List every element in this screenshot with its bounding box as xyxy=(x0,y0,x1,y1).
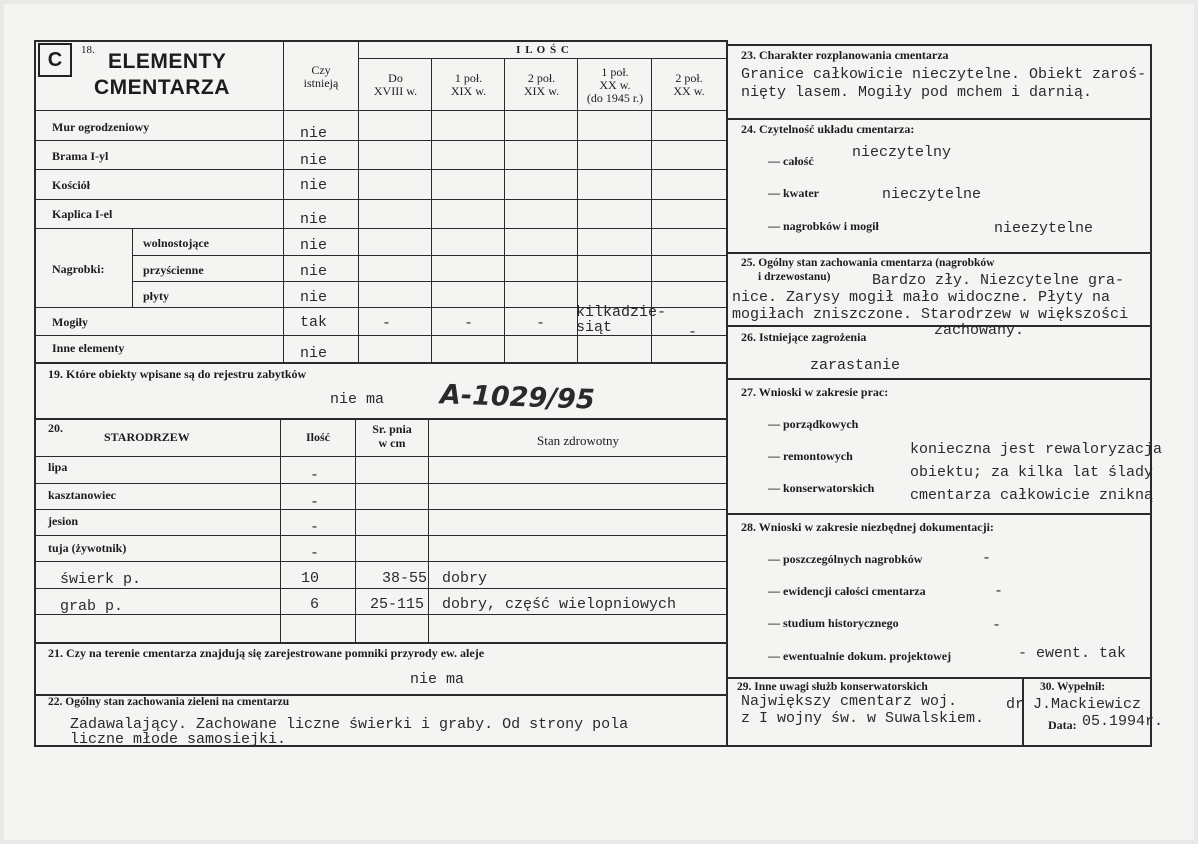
period-label: (do 1945 r.) xyxy=(586,91,644,105)
s25-text-line4: zachowany. xyxy=(934,322,1025,339)
value-mur: nie xyxy=(300,125,328,142)
s27-item-porzadkowych: — porządkowych xyxy=(768,417,859,431)
s25-top-line xyxy=(726,252,1152,254)
row-line xyxy=(34,335,726,336)
s28-value-nagrobkow: - xyxy=(982,550,992,567)
mogily-period-4-line2: siąt xyxy=(576,319,613,336)
tree-diameter: 38-55 xyxy=(382,570,428,587)
nagrobki-divider xyxy=(132,228,133,307)
period-header xyxy=(506,72,577,98)
tree-health: dobry, część wielopniowych xyxy=(442,596,677,613)
s28-item-nagrobkow: — poszczególnych nagrobków xyxy=(768,552,923,566)
row-label-mur: Mur ogrodzeniowy xyxy=(52,120,150,134)
s20-col-stan: Stan zdrowotny xyxy=(537,433,619,448)
czy-line1: Czy xyxy=(311,63,331,77)
s27-text-line3: cmentarza całkowicie znikną xyxy=(910,487,1154,504)
row-label-nagrobki: Nagrobki: xyxy=(52,262,105,276)
header-number: 18. xyxy=(81,44,95,56)
mogily-period-4-line1: kilkadzie- xyxy=(576,304,667,321)
s30-date-value: 05.1994r. xyxy=(1082,713,1164,730)
ilosc-line xyxy=(358,58,726,59)
s21-top-line xyxy=(34,642,726,644)
period-label: XIX w. xyxy=(523,84,560,98)
col-header-ilosc: I L O Ś C xyxy=(516,44,570,56)
s23-line1: Granice całkowicie nieczytelne. Obiekt zaroś- xyxy=(741,66,1147,83)
period-label: Do xyxy=(388,71,403,85)
tree-health: dobry xyxy=(442,570,488,587)
period-label: XX w. xyxy=(599,78,631,92)
period-label: 2 poł. xyxy=(527,71,556,85)
mogily-period-3: - xyxy=(536,315,546,332)
s24-nagrobki-value: nieezytelne xyxy=(994,220,1094,237)
mogily-period-4 xyxy=(576,305,666,335)
row-line xyxy=(132,281,726,282)
s22-line2: liczne młode samosiejki. xyxy=(70,731,287,748)
s21-label: 21. Czy na terenie cmentarza znajdują się zarejestrowane pomniki przyrody ew. aleje xyxy=(48,646,485,660)
s20-col-line xyxy=(428,418,429,642)
s20-col-ilosc: Ilość xyxy=(306,430,330,444)
col-line-2 xyxy=(431,58,432,362)
frame-top-right xyxy=(726,44,1152,46)
s21-value: nie ma xyxy=(410,671,465,688)
row-label-kosciol: Kościół xyxy=(52,178,90,192)
header-title-line2: CMENTARZA xyxy=(94,76,230,99)
s25-label-line1: 25. Ogólny stan zachowania cmentarza (nagrobków xyxy=(741,257,995,269)
value-wolnostojace: nie xyxy=(300,237,328,254)
s23-line2: nięty lasem. Mogiły pod mchem i darnią. xyxy=(741,84,1093,101)
tree-qty: 10 xyxy=(301,570,320,587)
col-line-czy xyxy=(283,40,284,362)
s28-item-ewidencji: — ewidencji całości cmentarza xyxy=(768,584,926,598)
period-label: XX w. xyxy=(673,84,705,98)
s19-value: nie ma xyxy=(330,391,385,408)
s28-value-ewidencji: - xyxy=(994,583,1004,600)
mogily-period-2: - xyxy=(464,315,474,332)
period-header xyxy=(653,72,725,98)
s28-value-studium: - xyxy=(992,617,1002,634)
s27-label: 27. Wnioski w zakresie prac: xyxy=(741,385,889,399)
s25-label-line2: i drzewostanu) xyxy=(758,271,831,283)
mogily-period-1: - xyxy=(382,315,392,332)
row-line xyxy=(34,199,726,200)
row-label-inne: Inne elementy xyxy=(52,341,125,355)
s20-top-line xyxy=(34,418,726,420)
tree-name: lipa xyxy=(48,460,68,474)
s27-text-line1: konieczna jest rewaloryzacja xyxy=(910,441,1163,458)
s29-top-line xyxy=(726,677,1152,679)
s24-calosc-value: nieczytelny xyxy=(852,144,952,161)
s24-top-line xyxy=(726,118,1152,120)
row-line xyxy=(34,169,726,170)
period-label: XIX w. xyxy=(450,84,487,98)
s19-top-line xyxy=(34,362,726,364)
value-plyty: nie xyxy=(300,289,328,306)
row-label-plyty: płyty xyxy=(143,289,170,303)
tree-qty: - xyxy=(310,494,320,511)
row-line xyxy=(132,255,726,256)
s24-nagrobki-label: — nagrobków i mogił xyxy=(768,219,879,233)
tree-qty: - xyxy=(310,519,320,536)
s25-text-line2: nice. Zarysy mogił mało widoczne. Płyty na xyxy=(732,289,1111,306)
s26-label: 26. Istniejące zagrożenia xyxy=(741,330,867,344)
frame-left xyxy=(34,40,36,746)
s22-line1: Zadawalający. Zachowane liczne świerki i graby. Od strony pola xyxy=(70,716,629,733)
period-header xyxy=(433,72,504,98)
s30-label: 30. Wypełnił: xyxy=(1040,681,1106,693)
period-label: 2 poł. xyxy=(675,71,703,85)
tree-name: grab p. xyxy=(60,598,124,615)
col-line-1 xyxy=(358,40,359,362)
s20-col-sr xyxy=(357,422,427,450)
s20-header-line xyxy=(34,456,726,457)
frame-top-left xyxy=(34,40,728,42)
s20-row-line xyxy=(34,561,726,562)
value-inne: nie xyxy=(300,345,328,362)
s20-row-line xyxy=(34,509,726,510)
col-line-3 xyxy=(504,58,505,362)
s29-line1: Największy cmentarz woj. xyxy=(741,693,958,710)
value-mogily: tak xyxy=(300,314,328,331)
s29-line2: z I wojny św. w Suwalskiem. xyxy=(741,710,985,727)
header-title-line1: ELEMENTY xyxy=(108,50,227,73)
row-label-przyscienne: przyścienne xyxy=(143,263,204,277)
row-line xyxy=(34,228,726,229)
s20-number: 20. xyxy=(48,421,63,435)
value-kaplica: nie xyxy=(300,211,328,228)
header-bottom-line xyxy=(34,110,726,111)
s19-label: 19. Które obiekty wpisane są do rejestru zabytków xyxy=(48,367,307,381)
period-label: 1 poł. xyxy=(601,65,629,79)
s28-label: 28. Wnioski w zakresie niezbędnej dokumentacji: xyxy=(741,520,994,534)
s20-row-line xyxy=(34,483,726,484)
s27-item-konserwatorskich: — konserwatorskich xyxy=(768,481,875,495)
s24-kwater-label: — kwater xyxy=(768,186,819,200)
s25-text-line3: mogiłach zniszczone. Starodrzew w większości xyxy=(732,306,1129,323)
s20-row-line xyxy=(34,535,726,536)
tree-qty: 6 xyxy=(310,596,320,613)
value-przyscienne: nie xyxy=(300,263,328,280)
s27-item-remontowych: — remontowych xyxy=(768,449,853,463)
section-letter-box: C xyxy=(38,43,72,77)
tree-name: kasztanowiec xyxy=(48,488,116,502)
tree-diameter: 25-115 xyxy=(370,596,425,613)
s20-col-sr-line2: w cm xyxy=(378,436,406,450)
tree-name: tuja (żywotnik) xyxy=(48,541,127,555)
period-label: 1 poł. xyxy=(454,71,483,85)
period-label: XVIII w. xyxy=(373,84,418,98)
s25-text-line1: Bardzo zły. Niezcytelne gra- xyxy=(872,272,1125,289)
s27-top-line xyxy=(726,378,1152,380)
s28-item-projektowej: — ewentualnie dokum. projektowej xyxy=(768,649,952,663)
row-line xyxy=(34,140,726,141)
czy-line2: istnieją xyxy=(303,76,339,90)
tree-qty: - xyxy=(310,545,320,562)
s27-text-line2: obiektu; za kilka lat ślady xyxy=(910,464,1154,481)
row-label-kaplica: Kaplica I-el xyxy=(52,207,113,221)
s28-item-studium: — studium historycznego xyxy=(768,616,899,630)
s22-label: 22. Ogólny stan zachowania zieleni na cmentarzu xyxy=(48,696,290,708)
s28-top-line xyxy=(726,513,1152,515)
record-card xyxy=(4,4,1194,840)
tree-qty: - xyxy=(310,467,320,484)
row-label-wolnostojace: wolnostojące xyxy=(143,236,209,250)
s24-calosc-label: — całość xyxy=(768,154,814,168)
s20-col-line xyxy=(280,418,281,642)
row-label-brama: Brama I-yl xyxy=(52,149,109,163)
value-kosciol: nie xyxy=(300,177,328,194)
s19-handwritten-register-number: A-1029/95 xyxy=(439,379,596,416)
col-header-czy-istnieja xyxy=(285,64,357,90)
s20-col-line xyxy=(355,418,356,642)
frame-right xyxy=(1150,44,1152,746)
tree-name: jesion xyxy=(48,514,78,528)
s28-value-projektowej: - ewent. tak xyxy=(1018,645,1127,662)
s20-row-line xyxy=(34,588,726,589)
tree-name: świerk p. xyxy=(60,571,142,588)
s20-col-sr-line1: Sr. pnia xyxy=(372,422,412,436)
value-brama: nie xyxy=(300,152,328,169)
s23-label: 23. Charakter rozplanowania cmentarza xyxy=(741,48,949,62)
mogily-period-5: - xyxy=(688,324,698,341)
s29-label: 29. Inne uwagi służb konserwatorskich xyxy=(737,681,928,693)
s26-value: zarastanie xyxy=(810,357,901,374)
period-header xyxy=(360,72,431,98)
s30-who: dr J.Mackiewicz xyxy=(1006,696,1142,713)
s24-label: 24. Czytelność układu cmentarza: xyxy=(741,122,915,136)
s20-title: STARODRZEW xyxy=(104,430,190,444)
s30-date-label: Data: xyxy=(1048,718,1077,732)
row-label-mogily: Mogiły xyxy=(52,315,88,329)
period-header xyxy=(579,66,651,105)
s20-row-line xyxy=(34,614,726,615)
s24-kwater-value: nieczytelne xyxy=(882,186,982,203)
frame-divider-middle xyxy=(726,40,728,746)
